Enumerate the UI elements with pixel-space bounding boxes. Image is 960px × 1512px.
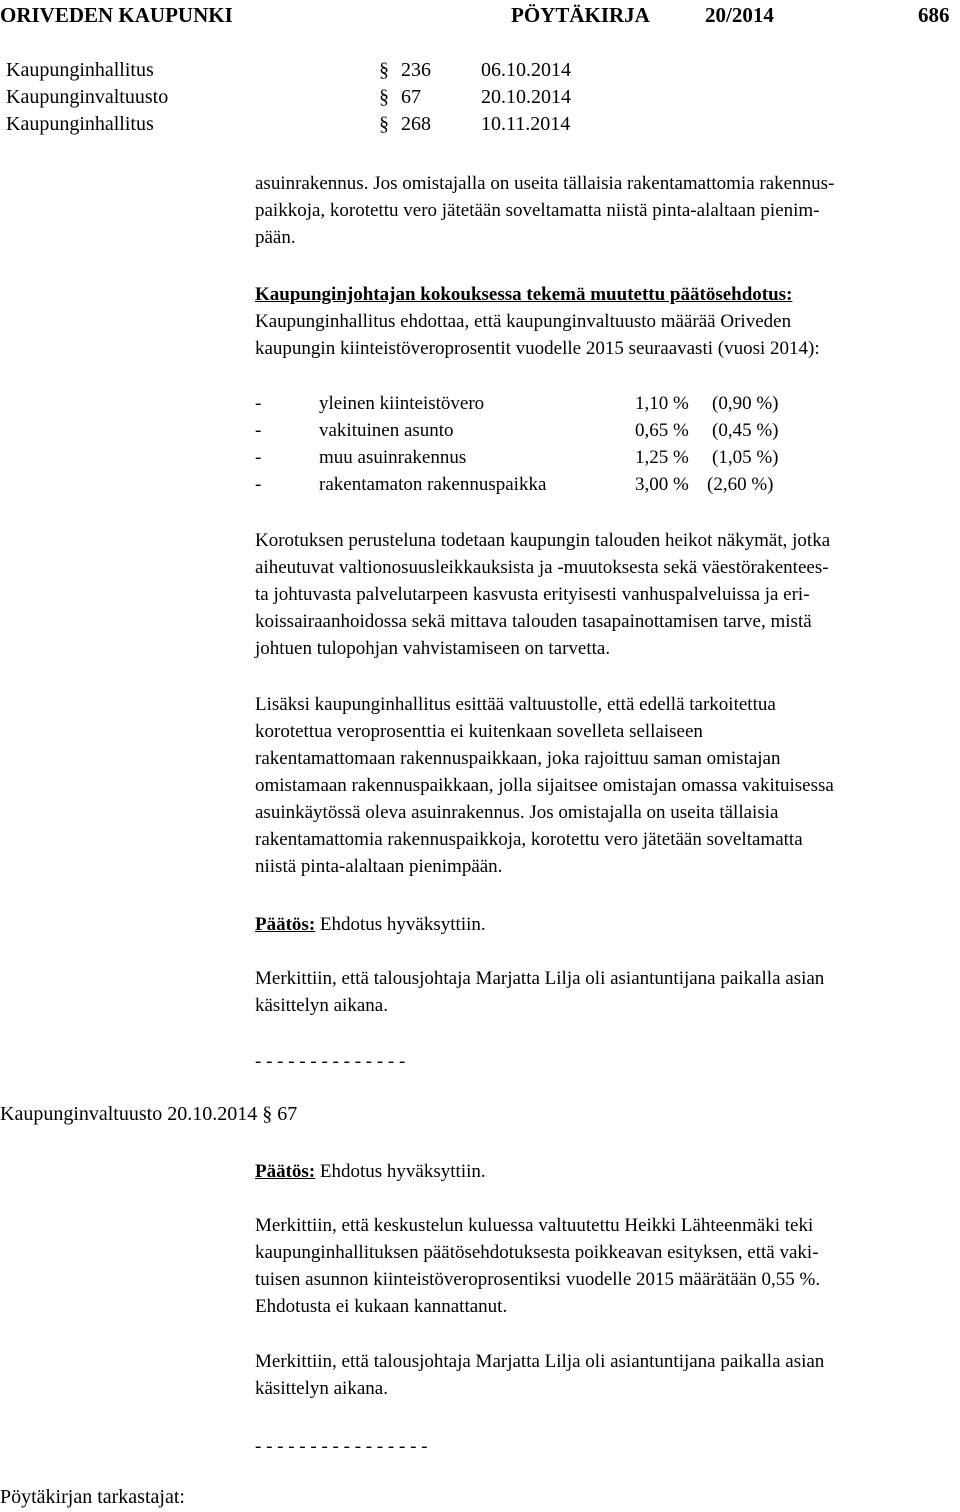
meta-body: Kaupunginhallitus — [6, 59, 154, 81]
rate-name: rakentamaton rakennuspaikka — [319, 474, 547, 495]
text-line: johtuen tulopohjan vahvistamiseen on tarvetta. — [255, 638, 611, 659]
decision-text: Ehdotus hyväksyttiin. — [315, 914, 486, 935]
text-line: käsittelyn aikana. — [255, 995, 388, 1016]
text-line: rakentamattomia rakennuspaikkoja, korotettu vero jätetään soveltamatta — [255, 829, 803, 850]
meta-body: Kaupunginhallitus — [6, 113, 154, 135]
section-sign: § — [379, 59, 389, 81]
decision-1 — [255, 911, 960, 938]
rate-name: muu asuinrakennus — [319, 447, 467, 468]
list-item — [255, 471, 855, 498]
tax-rates-list — [255, 390, 855, 498]
additional-paragraph — [255, 691, 960, 880]
decision-text: Ehdotus hyväksyttiin. — [315, 1161, 486, 1182]
section-sign: § — [379, 86, 389, 108]
proposal-heading: Kaupunginjohtajan kokouksessa tekemä muutettu päätösehdotus: — [255, 284, 793, 305]
list-dash: - — [255, 420, 262, 441]
text-line: aiheutuvat valtionosuusleikkauksista ja -muutoksesta sekä väestörakentees- — [255, 557, 829, 578]
rate-value: 0,65 % — [635, 420, 689, 441]
meta-number: 268 — [401, 113, 431, 135]
text-line: omistamaan rakennuspaikkaan, jolla sijaitsee omistajan omassa vakituisessa — [255, 775, 834, 796]
header-doc-type: PÖYTÄKIRJA — [511, 3, 650, 27]
rate-name: vakituinen asunto — [319, 420, 454, 441]
text-line: paikkoja, korotettu vero jätetään soveltamatta niistä pinta-alaltaan pienim- — [255, 200, 820, 221]
proposal-section — [255, 281, 960, 362]
meta-number: 67 — [401, 86, 421, 108]
meta-date: 20.10.2014 — [481, 86, 571, 108]
separator-1: - - - - - - - - - - - - - - — [255, 1051, 406, 1072]
note-2 — [255, 1212, 960, 1320]
header-org: ORIVEDEN KAUPUNKI — [0, 3, 233, 27]
rate-name: yleinen kiinteistövero — [319, 393, 485, 414]
text-line: Lisäksi kaupunginhallitus esittää valtuustolle, että edellä tarkoitettua — [255, 694, 776, 715]
justification-paragraph — [255, 527, 960, 662]
meta-number: 236 — [401, 59, 431, 81]
separator-2: - - - - - - - - - - - - - - - - — [255, 1436, 428, 1457]
list-item — [255, 390, 855, 417]
text-line: kaupungin kiinteistöveroprosentit vuodelle 2015 seuraavasti (vuosi 2014): — [255, 338, 820, 359]
rate-previous: (0,45 %) — [712, 420, 779, 441]
text-line: kaupunginhallituksen päätösehdotuksesta poikkeavan esityksen, että vaki- — [255, 1242, 819, 1263]
rate-previous: (2,60 %) — [707, 474, 774, 495]
text-line: niistä pinta-alaltaan pienimpään. — [255, 856, 503, 877]
decision-2 — [255, 1158, 960, 1185]
decision-label: Päätös: — [255, 1161, 316, 1182]
list-item — [255, 444, 855, 471]
header-page-number: 686 — [918, 3, 950, 27]
text-line: Merkittiin, että talousjohtaja Marjatta Lilja oli asiantuntijana paikalla asian — [255, 968, 825, 989]
rate-previous: (1,05 %) — [712, 447, 779, 468]
text-line: Korotuksen perusteluna todetaan kaupungin talouden heikot näkymät, jotka — [255, 530, 831, 551]
footer-label: Pöytäkirjan tarkastajat: — [0, 1486, 185, 1508]
text-line: ta johtuvasta palvelutarpeen kasvusta erityisesti vanhuspalveluissa ja eri- — [255, 584, 810, 605]
decision-label: Päätös: — [255, 914, 316, 935]
text-line: Kaupunginhallitus ehdottaa, että kaupunginvaltuusto määrää Oriveden — [255, 311, 792, 332]
rate-value: 1,10 % — [635, 393, 689, 414]
text-line: asuinrakennus. Jos omistajalla on useita tällaisia rakentamattomia rakennus- — [255, 173, 835, 194]
intro-paragraph — [255, 170, 960, 251]
text-line: rakentamattomaan rakennuspaikkaan, joka rajoittuu saman omistajan — [255, 748, 781, 769]
text-line: korotettua veroprosenttia ei kuitenkaan sovelleta sellaiseen — [255, 721, 703, 742]
list-dash: - — [255, 393, 262, 414]
text-line: käsittelyn aikana. — [255, 1378, 388, 1399]
text-line: koissairaanhoidossa sekä mittava talouden tasapainottamisen tarve, mistä — [255, 611, 812, 632]
text-line: Merkittiin, että keskustelun kuluessa valtuutettu Heikki Lähteenmäki teki — [255, 1215, 814, 1236]
meta-date: 06.10.2014 — [481, 59, 571, 81]
note-3 — [255, 1348, 960, 1402]
rate-value: 3,00 % — [635, 474, 689, 495]
note-1 — [255, 965, 960, 1019]
section-sign: § — [379, 113, 389, 135]
text-line: Merkittiin, että talousjohtaja Marjatta Lilja oli asiantuntijana paikalla asian — [255, 1351, 825, 1372]
text-line: pään. — [255, 227, 296, 248]
header-doc-number: 20/2014 — [705, 3, 774, 27]
meta-body: Kaupunginvaltuusto — [6, 86, 169, 108]
rate-previous: (0,90 %) — [712, 393, 779, 414]
text-line: Ehdotusta ei kukaan kannattanut. — [255, 1296, 508, 1317]
list-dash: - — [255, 447, 262, 468]
text-line: asuinkäytössä oleva asuinrakennus. Jos omistajalla on useita tällaisia — [255, 802, 779, 823]
council-section-label: Kaupunginvaltuusto 20.10.2014 § 67 — [0, 1103, 298, 1125]
list-dash: - — [255, 474, 262, 495]
text-line: tuisen asunnon kiinteistöveroprosentiksi vuodelle 2015 määrätään 0,55 %. — [255, 1269, 821, 1290]
rate-value: 1,25 % — [635, 447, 689, 468]
meta-date: 10.11.2014 — [481, 113, 571, 135]
list-item — [255, 417, 855, 444]
